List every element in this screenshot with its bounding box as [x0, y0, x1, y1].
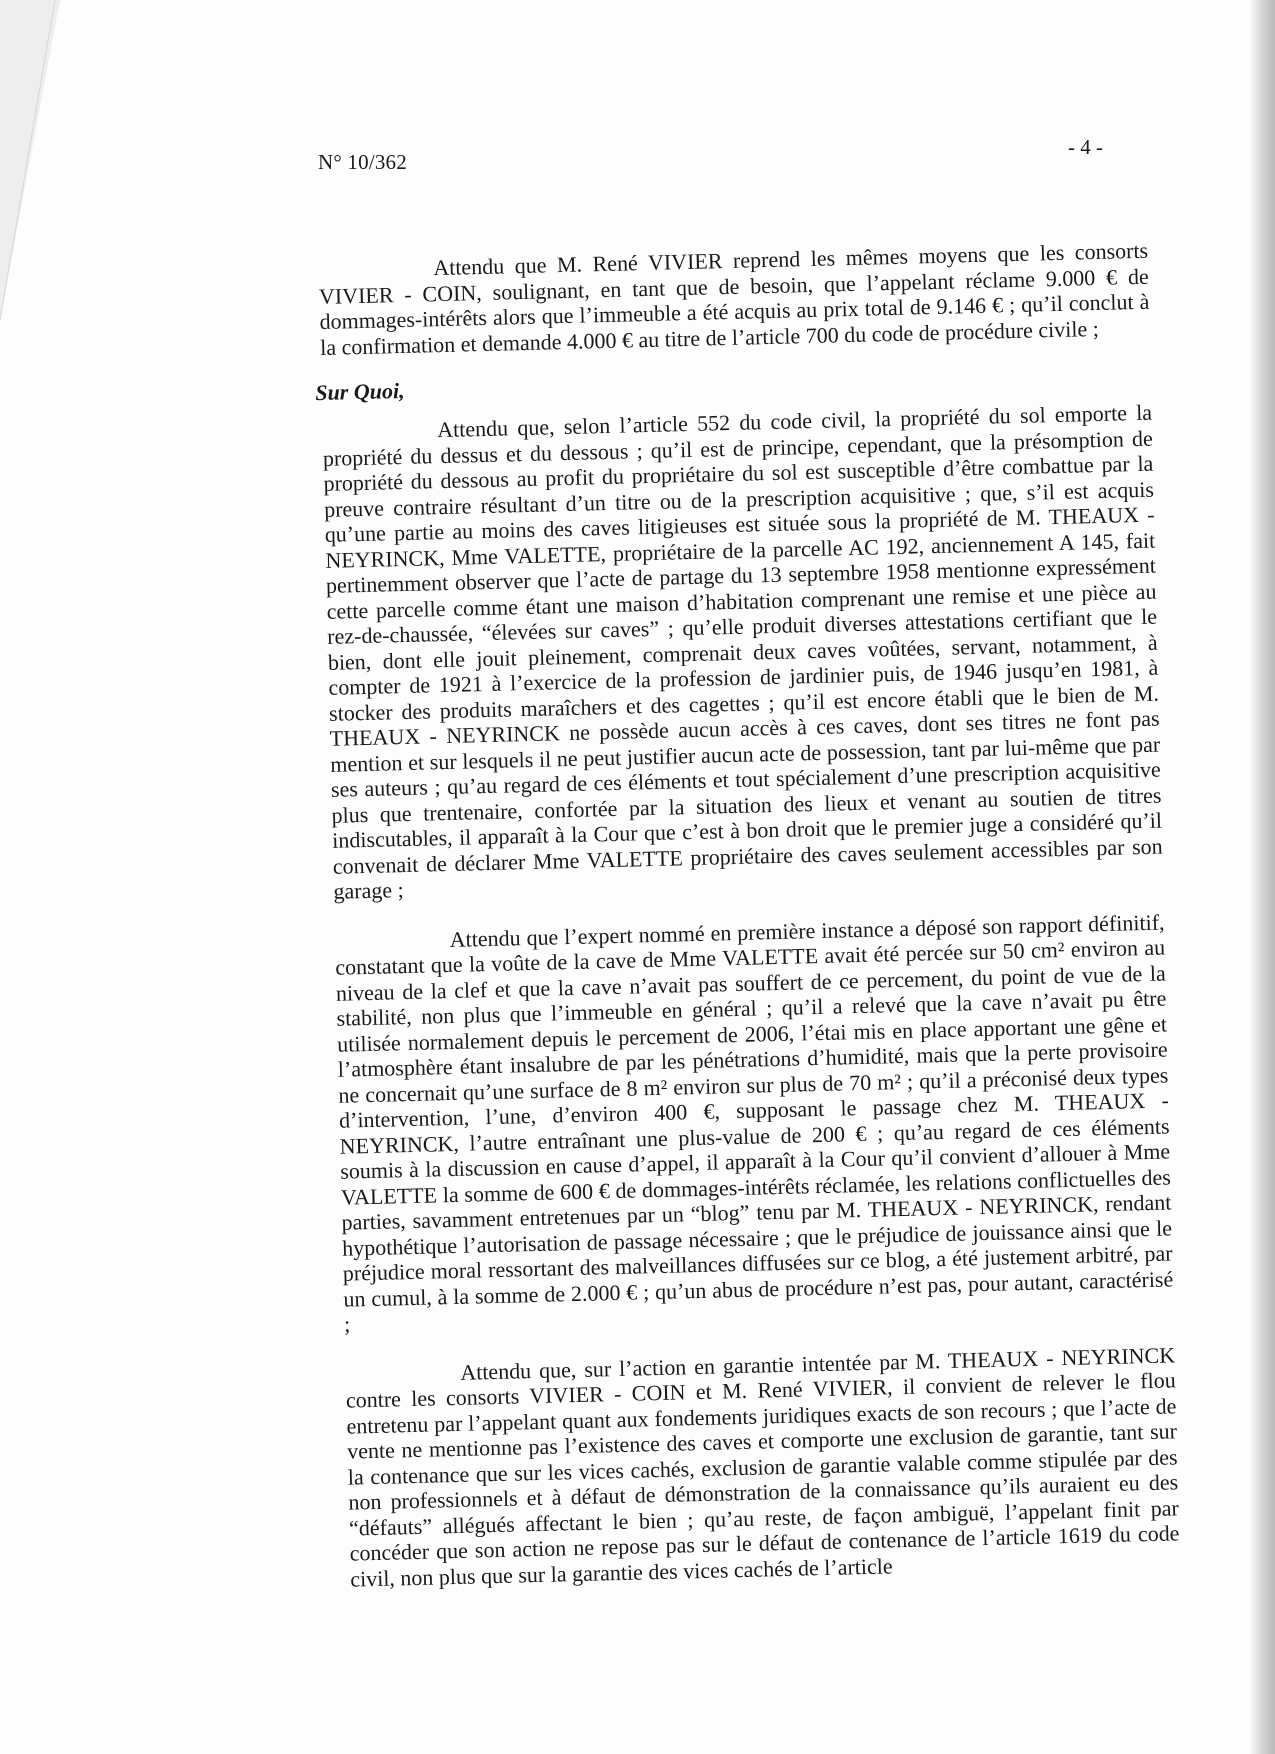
docket-number: N° 10/362	[318, 150, 407, 174]
section-heading: Sur Quoi,	[314, 377, 405, 406]
paragraph-1: Attendu que M. René VIVIER reprend les mêmes moyens que les consorts VIVIER - COIN, soulignant, en tant que de besoin, que l’appelant réclame 9.000 € de dommages-intérêts alors que l’immeuble a été acquis au prix total de 9.146 € ; qu’il conclut à la confirmation et demande 4.000 € au titre de l’article 700 du code de procédure civile ;	[318, 237, 1150, 360]
paragraph-2: Attendu que, selon l’article 552 du code civil, la propriété du sol emporte la propriété du dessus et du dessous ; qu’il est de principe, cependant, que la présomption de propriété du dessous au profit du propriétaire du sol est susceptible d’être combattue par la preuve contraire résultant d’un titre ou de la prescription acquisitive ; que, s’il est acquis qu’une partie au moins des caves litigieuses est située sous la propriété de M. THEAUX - NEYRINCK, Mme VALETTE, propriétaire de la parcelle AC 192, anciennement A 145, fait pertinemment observer que l’acte de partage du 13 septembre 1958 mentionne expressément cette parcelle comme étant une maison d’habitation comprenant une remise et une pièce au rez-de-chaussée, “élevées sur caves” ; qu’elle produit diverses attestations certifiant que le bien, dont elle jouit pleinement, comprenait deux caves voûtées, servant, notamment, à compter de 1921 à l’exercice de la profession de jardinier puis, de 1946 jusqu’en 1981, à stocker des produits maraîchers et des cagettes ; qu’il est encore établi que le bien de M. THEAUX - NEYRINCK ne possède aucun accès à ces caves, dont ses titres ne font pas mention et sur lesquels il ne peut justifier aucun acte de possession, tant par lui-même que par ses auteurs ; qu’au regard de ces éléments et tout spécialement d’une prescription acquisitive plus que trentenaire, confortée par la situation des lieux et venant au soutien de titres indiscutables, il apparaît à la Cour que c’est à bon droit que le premier juge a considéré qu’il convenait de déclarer Mme VALETTE propriétaire des caves seulement accessibles par son garage ;	[322, 399, 1163, 904]
paragraph-3: Attendu que l’expert nommé en première instance a déposé son rapport définitif, constatant que la voûte de la cave de Mme VALETTE avait été percée sur 50 cm² environ au niveau de la clef et que la cave n’avait pas souffert de ce percement, du point de vue de la stabilité, non plus que l’immeuble en général ; qu’il a relevé que la cave n’avait pu être utilisée normalement depuis le percement de 2006, l’étai mis en place apportant une gêne et l’atmosphère étant insalubre de par les pénétrations d’humidité, mais que la perte provisoire ne concernait qu’une surface de 8 m² environ sur plus de 70 m² ; qu’il a préconisé deux types d’intervention, l’une, d’environ 400 €, supposant le passage chez M. THEAUX - NEYRINCK, l’autre entraînant une plus-value de 200 € ; qu’au regard de ces éléments soumis à la discussion en cause d’appel, il apparaît à la Cour qu’il convient d’allouer à Mme VALETTE la somme de 600 € de dommages-intérêts réclamée, les relations conflictuelles des parties, savamment entretenues par un “blog” tenu par M. THEAUX - NEYRINCK, rendant hypothétique l’autorisation de passage nécessaire ; que le préjudice de jouissance ainsi que le préjudice moral ressortant des malveillances diffusées sur ce blog, a été justement arbitré, par un cumul, à la somme de 2.000 € ; qu’un abus de procédure n’est pas, pour autant, caractérisé ;	[335, 909, 1174, 1337]
page-number: - 4 -	[1068, 135, 1103, 159]
document-body	[314, 237, 1180, 1592]
paragraph-4: Attendu que, sur l’action en garantie intentée par M. THEAUX - NEYRINCK contre les consorts VIVIER - COIN et M. René VIVIER, il convient de relever le flou entretenu par l’appelant quant aux fondements juridiques exacts de son recours ; que l’acte de vente ne mentionne pas l’existence des caves et comporte une exclusion de garantie, tant sur la contenance que sur les vices cachés, exclusion de garantie valable comme stipulée par des non professionnels et à défaut de démonstration de la connaissance qu’ils auraient eu des “défauts” allégués affectant le bien ; qu’au reste, de façon ambiguë, l’appelant finit par concéder que son action ne repose pas sur le défaut de contenance de l’article 1619 du code civil, non plus que sur la garantie des vices cachés de l’article	[345, 1341, 1180, 1592]
scan-edge-shadow	[1249, 0, 1275, 1754]
